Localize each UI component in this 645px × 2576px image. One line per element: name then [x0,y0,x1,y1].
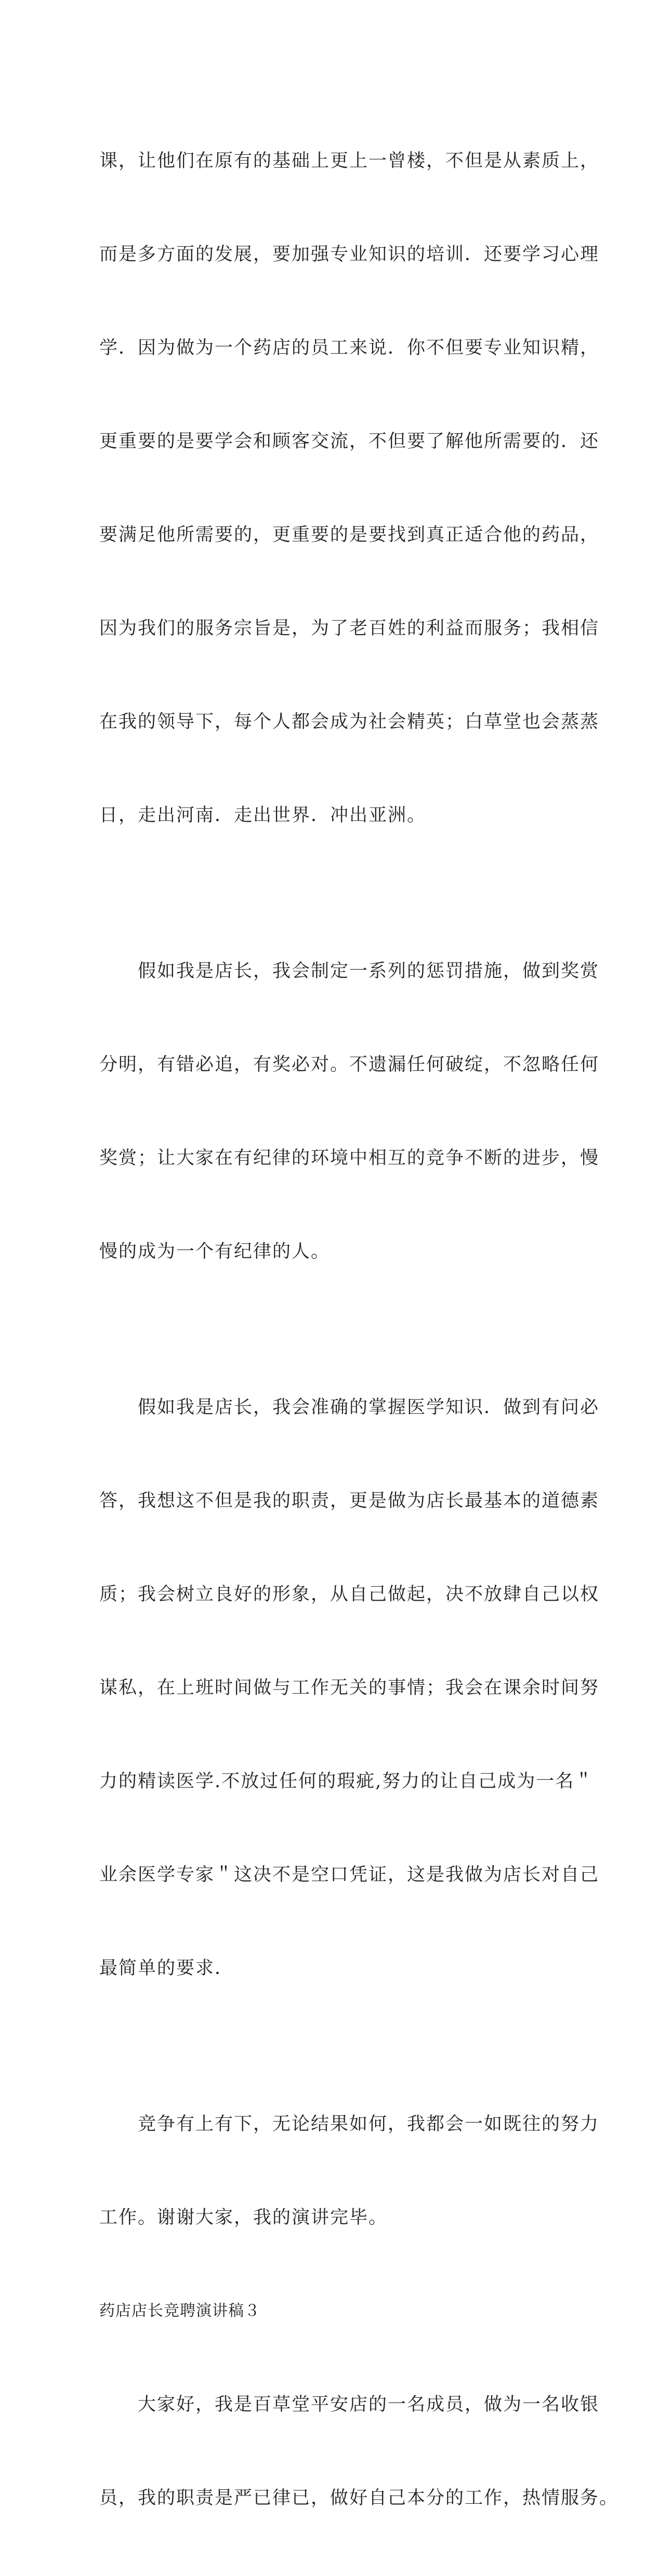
text-line: 大家好，我是百草堂平安店的一名成员，做为一名收银 [99,2394,600,2415]
text-line: 工作。谢谢大家，我的演讲完毕。 [99,2207,388,2228]
paragraph-punishment [99,893,600,1330]
text-line: 课，让他们在原有的基础上更上一曾楼，不但是从素质上， [99,151,600,171]
text-line: 最简单的要求． [99,1958,234,1979]
text-line: 假如我是店长，我会准确的掌握医学知识．做到有问必 [99,1397,600,1418]
text-line: 日，走出河南．走出世界．冲出亚洲。 [99,805,427,826]
paragraph-introduction [99,2327,619,2576]
text-line: 质；我会树立良好的形象，从自己做起，决不放肆自己以权 [99,1584,600,1605]
text-line: 竞争有上有下，无论结果如何，我都会一如既往的努力 [99,2114,600,2135]
text-line: 答，我想这不但是我的职责，更是做为店长最基本的道德素 [99,1491,600,1511]
text-line: 假如我是店长，我会制定一系列的惩罚措施，做到奖赏 [99,961,600,982]
text-line: 分明，有错必追，有奖必对。不遗漏任何破绽，不忽略任何 [99,1054,600,1075]
text-line: 业余医学专家＂这决不是空口凭证，这是我做为店长对自己 [99,1864,600,1885]
text-line: 而是多方面的发展，要加强专业知识的培训．还要学习心理 [99,244,600,265]
text-line: 更重要的是要学会和顾客交流，不但要了解他所需要的．还 [99,431,600,452]
paragraph-medical-knowledge [99,1330,600,2046]
paragraph-conclusion [99,2046,600,2296]
text-line: 慢的成为一个有纪律的人。 [99,1241,331,1262]
text-line: 在我的领导下，每个人都会成为社会精英；白草堂也会蒸蒸 [99,712,600,732]
text-line: 谋私，在上班时间做与工作无关的事情；我会在课余时间努 [99,1678,600,1698]
text-line: 学．因为做为一个药店的员工来说．你不但要专业知识精， [99,338,600,358]
text-line: 力的精读医学.不放过任何的瑕疵,努力的让自己成为一名＂ [99,1771,594,1792]
section-heading: 药店店长竞聘演讲稿３ [99,2302,260,2320]
text-line: 奖赏；让大家在有纪律的环境中相互的竞争不断的进步，慢 [99,1148,600,1169]
document-body [99,83,619,2576]
paragraph-continuation [99,83,600,893]
text-line: 员，我的职责是严已律已，做好自己本分的工作，热情服务。 [99,2488,619,2508]
text-line: 要满足他所需要的，更重要的是要找到真正适合他的药品， [99,525,600,545]
text-line: 因为我们的服务宗旨是，为了老百姓的利益而服务；我相信 [99,618,600,639]
